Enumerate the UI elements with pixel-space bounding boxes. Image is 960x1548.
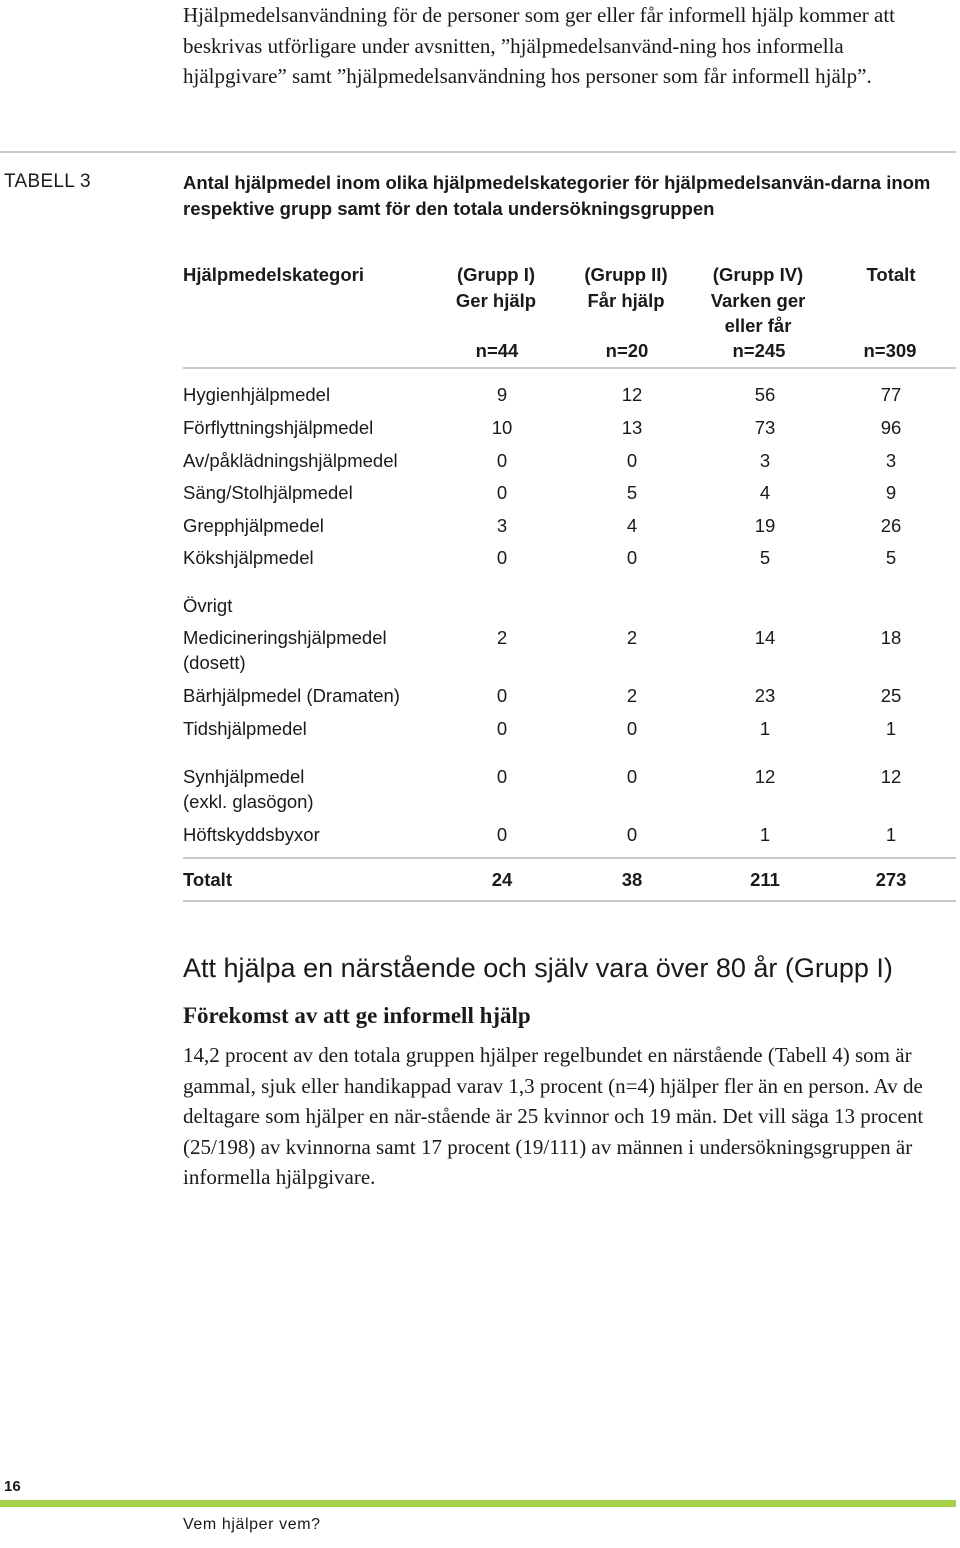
- table-cell: 10: [491, 417, 513, 438]
- table-cell: 0: [496, 685, 508, 706]
- table-cell: 0: [496, 482, 508, 503]
- intro-paragraph: Hjälpmedelsanvändning för de personer som ger eller får informell hjälp kommer att beskrivas utförligare under avsnitten, ”hjälpmedelsanvänd-ning hos informella hjälpgivare” samt ”hjälpmedelsanvändning hos personer som får informell hjälp”.: [183, 3, 896, 88]
- footer-accent-bar: [0, 1500, 956, 1507]
- row-label: [183, 716, 443, 741]
- table-label: TABELL 3: [4, 171, 91, 192]
- total-cell: 273: [875, 869, 907, 890]
- table-top-rule: [0, 151, 956, 153]
- row-label-line: Kökshjälpmedel: [183, 547, 314, 568]
- table-bottom-rule: [183, 900, 956, 902]
- row-label-line: (dosett): [183, 652, 246, 673]
- row-label: [183, 683, 443, 708]
- table-cell: 4: [626, 515, 638, 536]
- table-cell: 0: [496, 718, 508, 739]
- table-cell: 9: [885, 482, 897, 503]
- total-cell: 38: [621, 869, 643, 890]
- table-cell: 12: [754, 766, 776, 787]
- header-group4: (Grupp IV) Varken ger eller får: [710, 264, 806, 336]
- table-cell: 0: [496, 766, 508, 787]
- row-label-line: Hygienhjälpmedel: [183, 384, 331, 405]
- table-cell: 77: [880, 384, 902, 405]
- table-caption: Antal hjälpmedel inom olika hjälpmedelskategorier för hjälpmedelsanvän-darna inom respektive grupp samt för den totala undersökningsgruppen: [183, 172, 931, 219]
- table-cell: 4: [759, 482, 771, 503]
- n-group2: n=20: [605, 340, 649, 361]
- table-cell: 5: [759, 547, 771, 568]
- table-header: [0, 262, 960, 362]
- table-cell: 0: [626, 718, 638, 739]
- row-label: [183, 593, 443, 618]
- table-cell: 0: [626, 450, 638, 471]
- n-total: n=309: [863, 340, 917, 361]
- row-label-line: Höftskyddsbyxor: [183, 824, 320, 845]
- table-cell: 26: [880, 515, 902, 536]
- table-header-rule: [183, 367, 956, 369]
- total-label: Totalt: [183, 869, 232, 890]
- row-label: [183, 480, 443, 505]
- body-paragraph: 14,2 procent av den totala gruppen hjälper regelbundet en närstående (Tabell 4) som är gammal, sjuk eller handikappad varav 1,3 procent (n=4) hjälper fler än en person. Av de deltagare som hjälper en när-stående är 25 kvinnor och 19 män. Det vill säga 13 procent (25/198) av kvinnorna samt 17 procent (19/111) av männen i undersökningsgruppen är informella hjälpgivare.: [183, 1043, 924, 1189]
- table-cell: 56: [754, 384, 776, 405]
- table-cell: 0: [496, 450, 508, 471]
- row-label-line: Synhjälpmedel: [183, 766, 305, 787]
- table-cell: 1: [759, 718, 771, 739]
- table-cell: 0: [626, 824, 638, 845]
- table-cell: 0: [496, 824, 508, 845]
- table-cell: 2: [626, 627, 638, 648]
- row-label: [183, 822, 443, 847]
- table-cell: 96: [880, 417, 902, 438]
- table-cell: 1: [885, 824, 897, 845]
- row-label-line: Bärhjälpmedel (Dramaten): [183, 685, 400, 706]
- row-label: [183, 448, 443, 473]
- total-cell: 24: [491, 869, 513, 890]
- table-cell: 1: [885, 718, 897, 739]
- table-cell: 12: [621, 384, 643, 405]
- table-cell: 73: [754, 417, 776, 438]
- table-cell: 0: [626, 547, 638, 568]
- row-label-line: Medicineringshjälpmedel: [183, 627, 387, 648]
- section-title: Att hjälpa en närstående och själv vara över 80 år (Grupp I): [183, 953, 893, 983]
- table-cell: 18: [880, 627, 902, 648]
- header-group2: (Grupp II) Får hjälp: [584, 264, 668, 311]
- table-cell: 5: [626, 482, 638, 503]
- row-label-line: Tidshjälpmedel: [183, 718, 307, 739]
- table-cell: 3: [496, 515, 508, 536]
- table-cell: 2: [626, 685, 638, 706]
- row-label-line: Förflyttningshjälpmedel: [183, 417, 374, 438]
- row-label-line: Av/påklädningshjälpmedel: [183, 450, 398, 471]
- row-label: [183, 625, 443, 675]
- table-cell: 13: [621, 417, 643, 438]
- table-cell: 19: [754, 515, 776, 536]
- table-cell: 3: [885, 450, 897, 471]
- table-cell: 0: [496, 547, 508, 568]
- n-group4: n=245: [732, 340, 786, 361]
- row-label-line: Övrigt: [183, 595, 233, 616]
- table-cell: 14: [754, 627, 776, 648]
- table-cell: 5: [885, 547, 897, 568]
- table-cell: 3: [759, 450, 771, 471]
- header-group1: (Grupp I) Ger hjälp: [455, 264, 537, 311]
- n-group1: n=44: [475, 340, 519, 361]
- header-category: Hjälpmedelskategori: [183, 264, 364, 285]
- row-label: [183, 513, 443, 538]
- table-cell: 9: [496, 384, 508, 405]
- row-label-line: Säng/Stolhjälpmedel: [183, 482, 353, 503]
- row-label-line: (exkl. glasögon): [183, 791, 314, 812]
- row-label: [183, 415, 443, 440]
- row-label: [183, 764, 443, 814]
- table-cell: 12: [880, 766, 902, 787]
- sub-title: Förekomst av att ge informell hjälp: [183, 1003, 531, 1028]
- table-cell: 25: [880, 685, 902, 706]
- table-cell: 1: [759, 824, 771, 845]
- footer-title: Vem hjälper vem?: [183, 1516, 321, 1533]
- page-number: 16: [4, 1478, 21, 1495]
- table-total-rule: [183, 857, 956, 859]
- row-label: [183, 382, 443, 407]
- header-total: Totalt: [866, 264, 916, 285]
- table-cell: 23: [754, 685, 776, 706]
- row-label: [183, 545, 443, 570]
- total-cell: 211: [750, 869, 780, 890]
- table-cell: 0: [626, 766, 638, 787]
- row-label-line: Grepphjälpmedel: [183, 515, 324, 536]
- table-cell: 2: [496, 627, 508, 648]
